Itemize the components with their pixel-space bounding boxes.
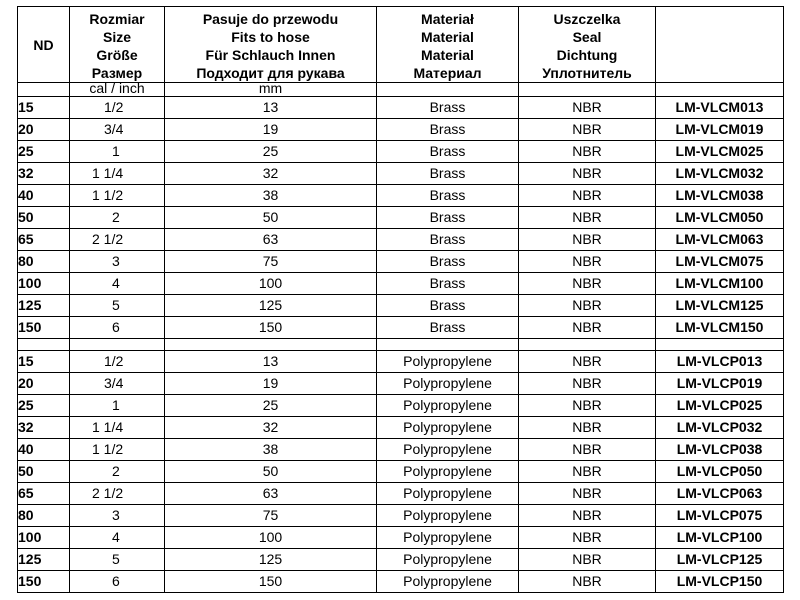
- cell-code: LM-VLCP125: [656, 549, 784, 571]
- units-material: [377, 83, 519, 97]
- cell-hose: 38: [165, 185, 377, 207]
- cell-size: 3/4: [70, 373, 165, 395]
- cell-nd: 65: [18, 483, 70, 505]
- cell-code: LM-VLCM013: [656, 97, 784, 119]
- table-row: [18, 549, 784, 571]
- header-material: [377, 7, 519, 83]
- cell-code: LM-VLCM019: [656, 119, 784, 141]
- cell-seal: NBR: [519, 549, 656, 571]
- cell-nd: 32: [18, 417, 70, 439]
- cell-size: 2: [70, 461, 165, 483]
- cell-seal: NBR: [519, 527, 656, 549]
- cell-code: LM-VLCM038: [656, 185, 784, 207]
- cell-hose: 75: [165, 505, 377, 527]
- table-row: [18, 505, 784, 527]
- cell-hose: 50: [165, 207, 377, 229]
- header-size-en: Size: [102, 29, 131, 45]
- table-row: [18, 571, 784, 593]
- header-hose: [165, 7, 377, 83]
- table-row: [18, 527, 784, 549]
- header-seal-en: Seal: [572, 29, 602, 45]
- cell-hose: 32: [165, 163, 377, 185]
- cell-size: 1: [70, 141, 165, 163]
- cell-hose: 32: [165, 417, 377, 439]
- cell-hose: 150: [165, 571, 377, 593]
- cell-size: 3/4: [70, 119, 165, 141]
- cell-nd: 80: [18, 251, 70, 273]
- units-nd: [18, 83, 70, 97]
- cell-size: 1 1/2: [70, 185, 165, 207]
- cell-seal: NBR: [519, 207, 656, 229]
- cell-material: Brass: [377, 97, 519, 119]
- cell-code: LM-VLCP019: [656, 373, 784, 395]
- cell-seal: NBR: [519, 439, 656, 461]
- header-size-ru: Размер: [91, 65, 143, 81]
- cell-material: Brass: [377, 119, 519, 141]
- table-row: [18, 229, 784, 251]
- header-seal-ru: Уплотнитель: [542, 65, 632, 81]
- cell-hose: 63: [165, 483, 377, 505]
- table-row: [18, 461, 784, 483]
- header-material-en: Material: [421, 29, 474, 45]
- header-seal-de: Dichtung: [556, 47, 618, 63]
- table-row: [18, 295, 784, 317]
- header-size: [70, 7, 165, 83]
- cell-material: Brass: [377, 141, 519, 163]
- cell-seal: NBR: [519, 119, 656, 141]
- cell-hose: 100: [165, 273, 377, 295]
- cell-material: Brass: [377, 251, 519, 273]
- cell-code: LM-VLCP100: [656, 527, 784, 549]
- table-row: [18, 317, 784, 339]
- cell-material: Polypropylene: [377, 461, 519, 483]
- table-row: [18, 417, 784, 439]
- cell-size: 3: [70, 505, 165, 527]
- cell-size: 2: [70, 207, 165, 229]
- table-row: [18, 439, 784, 461]
- cell-hose: 150: [165, 317, 377, 339]
- cell-hose: 63: [165, 229, 377, 251]
- table-row: [18, 395, 784, 417]
- cell-seal: NBR: [519, 351, 656, 373]
- cell-hose: 125: [165, 549, 377, 571]
- cell-seal: NBR: [519, 395, 656, 417]
- table-row: [18, 273, 784, 295]
- header-seal-pl: Uszczelka: [553, 11, 621, 27]
- header-material-de: Material: [421, 47, 474, 63]
- header-hose-ru: Подходит для рукава: [196, 65, 345, 81]
- cell-code: LM-VLCP038: [656, 439, 784, 461]
- cell-size: 6: [70, 571, 165, 593]
- cell-seal: NBR: [519, 571, 656, 593]
- table-body: [18, 97, 784, 593]
- cell-nd: 50: [18, 461, 70, 483]
- table-row: [18, 97, 784, 119]
- cell-seal: NBR: [519, 295, 656, 317]
- units-hose: mm: [165, 83, 377, 97]
- cell-size: 6: [70, 317, 165, 339]
- cell-nd: 15: [18, 351, 70, 373]
- cell-nd: 15: [18, 97, 70, 119]
- header-hose-en: Fits to hose: [231, 29, 310, 45]
- cell-nd: 150: [18, 317, 70, 339]
- cell-material: Brass: [377, 207, 519, 229]
- cell-size: 4: [70, 527, 165, 549]
- separator-cell: [656, 339, 784, 351]
- table-row: [18, 185, 784, 207]
- cell-nd: 125: [18, 549, 70, 571]
- cell-size: 1 1/4: [70, 417, 165, 439]
- units-code: [656, 83, 784, 97]
- table-row: [18, 119, 784, 141]
- cell-material: Polypropylene: [377, 395, 519, 417]
- cell-code: LM-VLCP063: [656, 483, 784, 505]
- cell-code: LM-VLCP013: [656, 351, 784, 373]
- header-row: [18, 7, 784, 83]
- table-row: [18, 141, 784, 163]
- cell-hose: 19: [165, 373, 377, 395]
- cell-material: Brass: [377, 229, 519, 251]
- cell-code: LM-VLCP025: [656, 395, 784, 417]
- cell-nd: 40: [18, 185, 70, 207]
- cell-material: Brass: [377, 295, 519, 317]
- cell-material: Brass: [377, 163, 519, 185]
- cell-hose: 13: [165, 97, 377, 119]
- cell-material: Brass: [377, 273, 519, 295]
- product-spec-table: [17, 6, 784, 593]
- cell-seal: NBR: [519, 97, 656, 119]
- cell-size: 5: [70, 295, 165, 317]
- separator-cell: [165, 339, 377, 351]
- cell-size: 5: [70, 549, 165, 571]
- cell-material: Polypropylene: [377, 527, 519, 549]
- cell-seal: NBR: [519, 251, 656, 273]
- cell-hose: 50: [165, 461, 377, 483]
- header-seal: [519, 7, 656, 83]
- cell-nd: 125: [18, 295, 70, 317]
- group-separator-row: [18, 339, 784, 351]
- cell-nd: 80: [18, 505, 70, 527]
- cell-size: 1/2: [70, 97, 165, 119]
- cell-seal: NBR: [519, 317, 656, 339]
- cell-nd: 20: [18, 119, 70, 141]
- cell-nd: 100: [18, 273, 70, 295]
- header-hose-de: Für Schlauch Innen: [205, 47, 336, 63]
- cell-material: Polypropylene: [377, 571, 519, 593]
- cell-hose: 100: [165, 527, 377, 549]
- header-material-ru: Материал: [413, 65, 482, 81]
- cell-size: 1 1/2: [70, 439, 165, 461]
- cell-nd: 40: [18, 439, 70, 461]
- cell-seal: NBR: [519, 417, 656, 439]
- cell-material: Polypropylene: [377, 439, 519, 461]
- cell-code: LM-VLCM125: [656, 295, 784, 317]
- header-nd: ND: [18, 7, 70, 83]
- cell-nd: 32: [18, 163, 70, 185]
- header-size-de: Größe: [96, 47, 138, 63]
- cell-code: LM-VLCM075: [656, 251, 784, 273]
- header-hose-pl: Pasuje do przewodu: [202, 11, 339, 27]
- cell-seal: NBR: [519, 229, 656, 251]
- cell-code: LM-VLCM032: [656, 163, 784, 185]
- cell-nd: 20: [18, 373, 70, 395]
- cell-material: Polypropylene: [377, 373, 519, 395]
- cell-seal: NBR: [519, 373, 656, 395]
- units-size: cal / inch: [70, 83, 165, 97]
- cell-hose: 25: [165, 141, 377, 163]
- cell-nd: 25: [18, 141, 70, 163]
- cell-code: LM-VLCM100: [656, 273, 784, 295]
- cell-material: Polypropylene: [377, 483, 519, 505]
- cell-material: Polypropylene: [377, 417, 519, 439]
- separator-cell: [519, 339, 656, 351]
- cell-nd: 50: [18, 207, 70, 229]
- cell-code: LM-VLCP032: [656, 417, 784, 439]
- table-row: [18, 207, 784, 229]
- cell-nd: 150: [18, 571, 70, 593]
- separator-cell: [70, 339, 165, 351]
- cell-hose: 125: [165, 295, 377, 317]
- cell-hose: 13: [165, 351, 377, 373]
- cell-material: Polypropylene: [377, 351, 519, 373]
- cell-seal: NBR: [519, 483, 656, 505]
- separator-cell: [18, 339, 70, 351]
- cell-code: LM-VLCP050: [656, 461, 784, 483]
- cell-size: 4: [70, 273, 165, 295]
- header-code: [656, 7, 784, 83]
- cell-nd: 65: [18, 229, 70, 251]
- cell-material: Brass: [377, 317, 519, 339]
- cell-code: LM-VLCM050: [656, 207, 784, 229]
- cell-size: 1 1/4: [70, 163, 165, 185]
- separator-cell: [377, 339, 519, 351]
- cell-material: Brass: [377, 185, 519, 207]
- cell-seal: NBR: [519, 141, 656, 163]
- table-row: [18, 251, 784, 273]
- cell-material: Polypropylene: [377, 505, 519, 527]
- cell-size: 1: [70, 395, 165, 417]
- cell-code: LM-VLCM025: [656, 141, 784, 163]
- cell-hose: 38: [165, 439, 377, 461]
- table-row: [18, 351, 784, 373]
- cell-seal: NBR: [519, 461, 656, 483]
- units-seal: [519, 83, 656, 97]
- cell-hose: 75: [165, 251, 377, 273]
- cell-material: Polypropylene: [377, 549, 519, 571]
- cell-code: LM-VLCM063: [656, 229, 784, 251]
- header-size-pl: Rozmiar: [89, 11, 145, 27]
- cell-nd: 100: [18, 527, 70, 549]
- cell-seal: NBR: [519, 163, 656, 185]
- cell-size: 1/2: [70, 351, 165, 373]
- units-row: [18, 83, 784, 97]
- table-row: [18, 163, 784, 185]
- cell-seal: NBR: [519, 273, 656, 295]
- cell-size: 3: [70, 251, 165, 273]
- cell-code: LM-VLCM150: [656, 317, 784, 339]
- cell-code: LM-VLCP075: [656, 505, 784, 527]
- cell-code: LM-VLCP150: [656, 571, 784, 593]
- cell-hose: 25: [165, 395, 377, 417]
- cell-seal: NBR: [519, 505, 656, 527]
- cell-seal: NBR: [519, 185, 656, 207]
- table-row: [18, 373, 784, 395]
- cell-size: 2 1/2: [70, 483, 165, 505]
- cell-nd: 25: [18, 395, 70, 417]
- cell-hose: 19: [165, 119, 377, 141]
- cell-size: 2 1/2: [70, 229, 165, 251]
- table-row: [18, 483, 784, 505]
- header-material-pl: Materiał: [421, 11, 474, 27]
